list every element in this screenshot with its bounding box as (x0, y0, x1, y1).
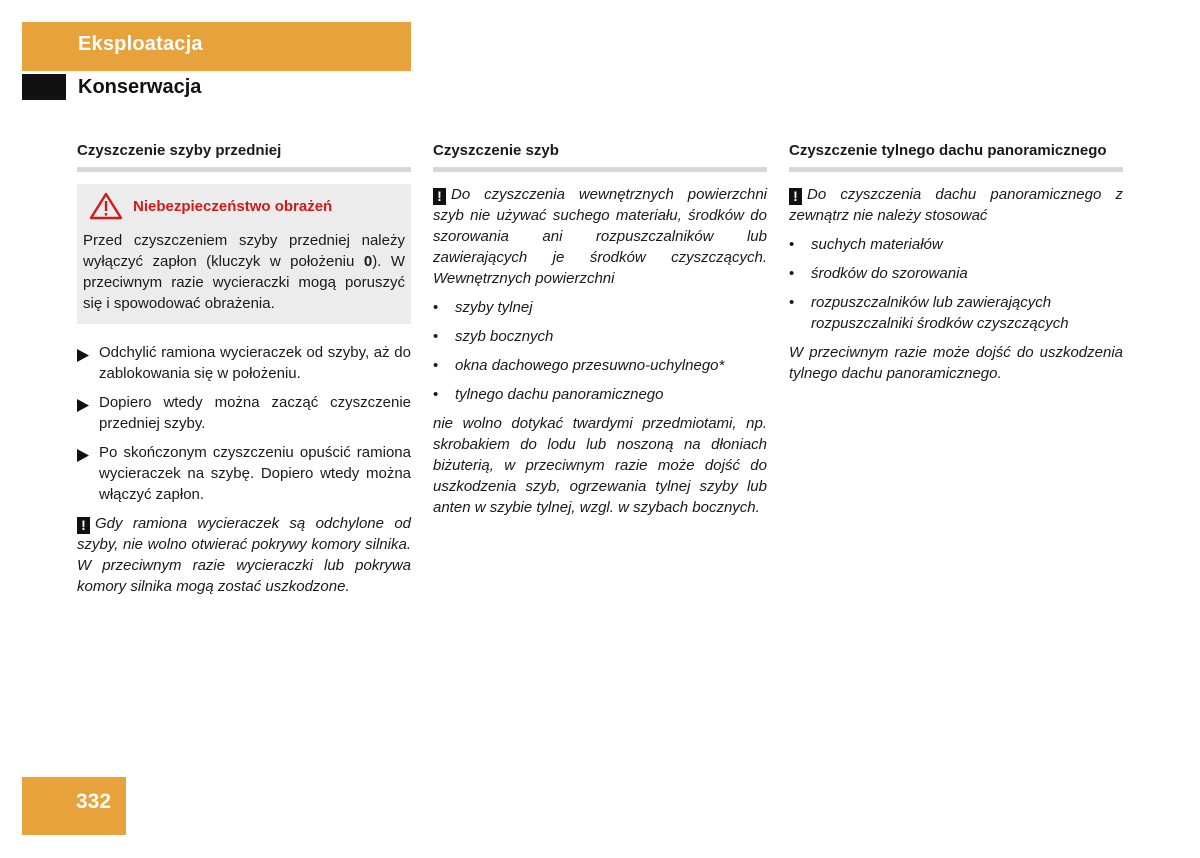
step-item (77, 442, 411, 505)
arrow-right-icon (77, 349, 89, 362)
bullet-dot-icon: • (433, 299, 439, 316)
caution-note: ! Do czyszczenia wewnętrznych powierzchni szyb nie używać suchego materiału, środków do szorowania ani rozpuszczalników lub zawierających je środków czyszczących. Wewnętrznych powierzchni (433, 186, 767, 287)
list-item: • rozpuszczalników lub zawierających rozpuszczalniki środków czyszczących (789, 294, 1069, 332)
column-windshield (77, 141, 411, 597)
exclamation-icon: ! (433, 188, 446, 205)
page-number: 332 (76, 790, 112, 813)
warning-triangle-icon (89, 192, 123, 220)
column-heading: Czyszczenie szyb (433, 141, 767, 172)
warning-box (77, 184, 411, 324)
exclamation-icon: ! (789, 188, 802, 205)
caution-note: ! Do czyszczenia dachu panoramicznego z zewnątrz nie należy stosować (789, 186, 1123, 224)
column-heading: Czyszczenie szyby przedniej (77, 141, 411, 172)
step-text: Dopiero wtedy można zacząć czyszczenie przedniej szyby. (99, 394, 411, 432)
caution-note-continued: nie wolno dotykać twardymi przedmiotami, np. skrobakiem do lodu lub noszoną na dłoniach biżuterią, w przeciwnym razie może dojść do uszkodzenia szyb, ogrzewania tylnej szyby lub anten w szybie tylnej, wzgl. w szybach bocznych. (433, 415, 767, 516)
step-item (77, 342, 411, 384)
step-text: Odchylić ramiona wycieraczek od szyby, aż do zablokowania się w położeniu. (99, 344, 411, 382)
warning-header (89, 192, 405, 220)
bullet-list (433, 297, 767, 405)
caution-note-continued: W przeciwnym razie może dojść do uszkodzenia tylnego dachu panoramicznego. (789, 344, 1123, 382)
list-item: • suchych materiałów (789, 236, 943, 253)
arrow-right-icon (77, 449, 89, 462)
bullet-dot-icon: • (789, 236, 795, 253)
bullet-dot-icon: • (433, 357, 439, 374)
bullet-dot-icon: • (433, 328, 439, 345)
bullet-dot-icon: • (789, 294, 795, 311)
list-item: • tylnego dachu panoramicznego (433, 386, 664, 403)
step-item (77, 392, 411, 434)
arrow-right-icon (77, 399, 89, 412)
chapter-title: Eksploatacja (78, 33, 203, 55)
list-item: • szyby tylnej (433, 299, 533, 316)
warning-title: Niebezpieczeństwo obrażeń (133, 197, 333, 215)
exclamation-icon: ! (77, 517, 90, 534)
list-item: • środków do szorowania (789, 265, 968, 282)
column-panoramic-roof (789, 141, 1123, 384)
bullet-dot-icon: • (433, 386, 439, 403)
bullet-dot-icon: • (789, 265, 795, 282)
section-title: Konserwacja (78, 76, 202, 98)
column-heading: Czyszczenie tylnego dachu panoramicznego (789, 141, 1123, 172)
column-windows (433, 141, 767, 518)
warning-text: Przed czyszczeniem szyby przedniej należy wyłączyć zapłon (kluczyk w położeniu 0). W przeciwnym razie wycieraczki mogą poruszyć się i spowodować obrażenia. (83, 232, 405, 312)
bullet-list (789, 234, 1123, 334)
step-text: Po skończonym czyszczeniu opuścić ramiona wycieraczek na szybę. Dopiero wtedy można włączyć zapłon. (99, 444, 411, 503)
list-item: • okna dachowego przesuwno-uchylnego* (433, 357, 725, 374)
list-item: • szyb bocznych (433, 328, 554, 345)
section-marker (22, 74, 66, 100)
caution-note: ! Gdy ramiona wycieraczek są odchylone od szyby, nie wolno otwierać pokrywy komory silnika. W przeciwnym razie wycieraczki lub pokrywa komory silnika mogą zostać uszkodzone. (77, 515, 411, 595)
